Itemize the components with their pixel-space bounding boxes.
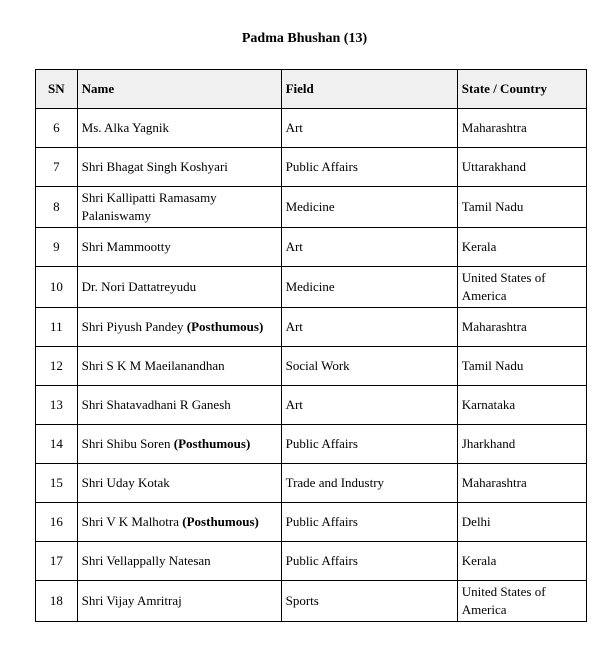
awardee-name: Ms. Alka Yagnik: [81, 120, 170, 135]
posthumous-note: (Posthumous): [186, 319, 264, 334]
awardee-name: Shri Uday Kotak: [81, 475, 170, 490]
cell-state: United States of America: [457, 581, 586, 622]
cell-name: [77, 425, 281, 464]
cell-field: Public Affairs: [281, 542, 457, 581]
cell-field: Art: [281, 109, 457, 148]
cell-field: Art: [281, 386, 457, 425]
awardee-name: Shri Vellappally Natesan: [81, 553, 211, 568]
awardee-name: Shri V K Malhotra: [81, 514, 183, 529]
cell-name: [77, 581, 281, 622]
cell-sn: 10: [36, 267, 78, 308]
cell-field: Art: [281, 228, 457, 267]
cell-name: [77, 228, 281, 267]
cell-sn: 7: [36, 148, 78, 187]
cell-sn: 16: [36, 503, 78, 542]
column-header-sn: SN: [36, 70, 78, 109]
cell-field: Sports: [281, 581, 457, 622]
cell-name: [77, 347, 281, 386]
cell-name: [77, 187, 281, 228]
cell-name: [77, 503, 281, 542]
awardee-name: Shri S K M Maeilanandhan: [81, 358, 225, 373]
cell-sn: 11: [36, 308, 78, 347]
awardee-name: Dr. Nori Dattatreyudu: [81, 279, 197, 294]
awardees-table: [35, 69, 587, 622]
awardee-name: Shri Kallipatti Ramasamy Palaniswamy: [81, 190, 217, 223]
cell-sn: 14: [36, 425, 78, 464]
cell-sn: 12: [36, 347, 78, 386]
cell-name: [77, 542, 281, 581]
table-row: [36, 187, 587, 228]
cell-sn: 8: [36, 187, 78, 228]
cell-name: [77, 148, 281, 187]
cell-state: Maharashtra: [457, 109, 586, 148]
awardee-name: Shri Piyush Pandey: [81, 319, 187, 334]
column-header-name: Name: [77, 70, 281, 109]
table-row: [36, 267, 587, 308]
cell-state: Kerala: [457, 542, 586, 581]
table-row: [36, 109, 587, 148]
table-row: [36, 148, 587, 187]
awardee-name: Shri Bhagat Singh Koshyari: [81, 159, 228, 174]
awardee-name: Shri Vijay Amritraj: [81, 593, 182, 608]
table-row: [36, 228, 587, 267]
table-row: [36, 503, 587, 542]
cell-field: Art: [281, 308, 457, 347]
cell-field: Medicine: [281, 187, 457, 228]
cell-sn: 13: [36, 386, 78, 425]
column-header-state: State / Country: [457, 70, 586, 109]
cell-name: [77, 109, 281, 148]
cell-sn: 6: [36, 109, 78, 148]
cell-sn: 9: [36, 228, 78, 267]
table-row: [36, 308, 587, 347]
cell-state: Tamil Nadu: [457, 347, 586, 386]
cell-state: Kerala: [457, 228, 586, 267]
cell-sn: 17: [36, 542, 78, 581]
table-row: [36, 425, 587, 464]
table-row: [36, 464, 587, 503]
awardee-name: Shri Shatavadhani R Ganesh: [81, 397, 231, 412]
cell-sn: 15: [36, 464, 78, 503]
cell-field: Medicine: [281, 267, 457, 308]
cell-state: Karnataka: [457, 386, 586, 425]
cell-name: [77, 386, 281, 425]
column-header-field: Field: [281, 70, 457, 109]
table-header-row: [36, 70, 587, 109]
cell-name: [77, 267, 281, 308]
awardee-name: Shri Shibu Soren: [81, 436, 174, 451]
cell-state: Jharkhand: [457, 425, 586, 464]
posthumous-note: (Posthumous): [173, 436, 251, 451]
table-row: [36, 347, 587, 386]
cell-state: Maharashtra: [457, 308, 586, 347]
cell-state: Delhi: [457, 503, 586, 542]
cell-state: Tamil Nadu: [457, 187, 586, 228]
cell-state: Maharashtra: [457, 464, 586, 503]
cell-state: United States of America: [457, 267, 586, 308]
table-row: [36, 542, 587, 581]
cell-field: Social Work: [281, 347, 457, 386]
awardee-name: Shri Mammootty: [81, 239, 171, 254]
cell-field: Public Affairs: [281, 503, 457, 542]
cell-field: Public Affairs: [281, 148, 457, 187]
cell-name: [77, 464, 281, 503]
cell-name: [77, 308, 281, 347]
posthumous-note: (Posthumous): [182, 514, 259, 529]
page-title: Padma Bhushan (13): [241, 31, 368, 46]
cell-field: Trade and Industry: [281, 464, 457, 503]
table-row: [36, 386, 587, 425]
cell-field: Public Affairs: [281, 425, 457, 464]
cell-state: Uttarakhand: [457, 148, 586, 187]
table-row: [36, 581, 587, 622]
cell-sn: 18: [36, 581, 78, 622]
